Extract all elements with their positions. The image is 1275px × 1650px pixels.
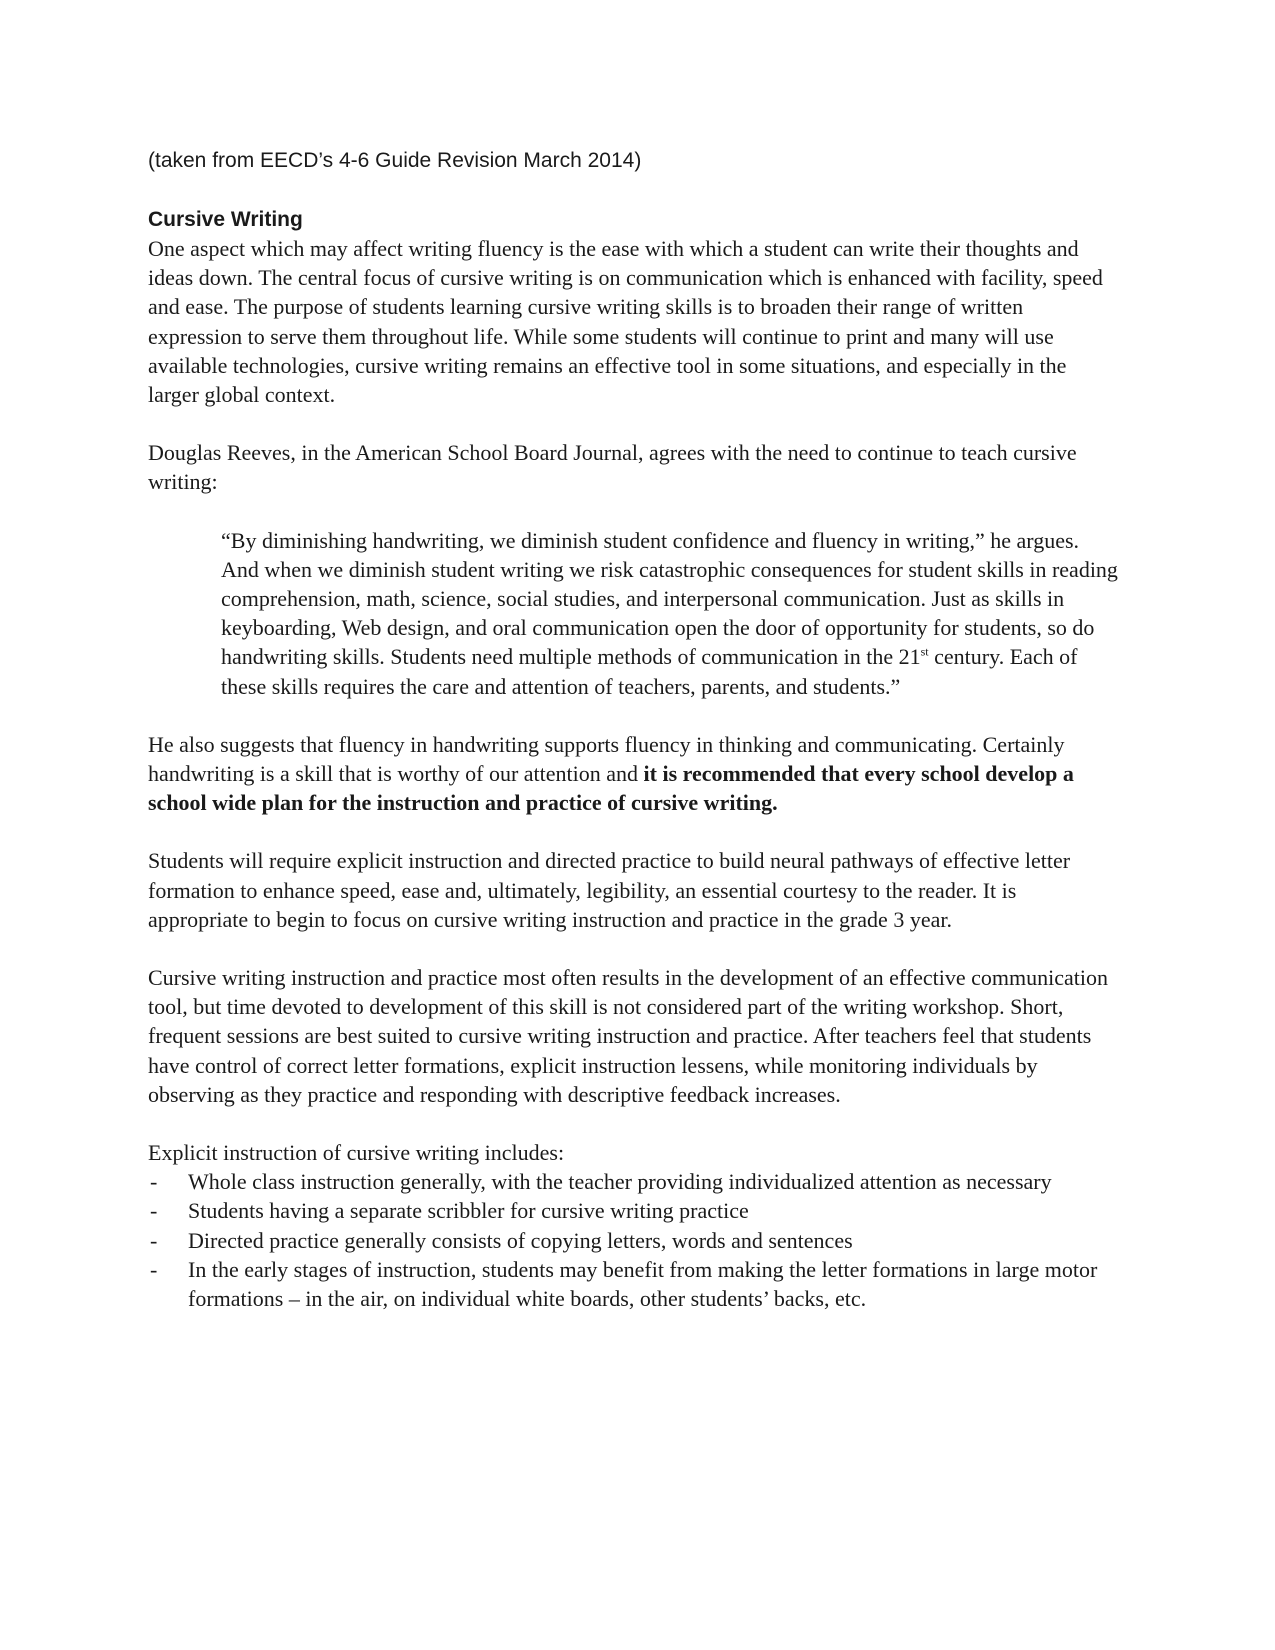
- paragraph-recommendation: [148, 730, 1108, 818]
- quote-superscript: st: [920, 645, 929, 660]
- paragraph-explicit-instruction: Students will require explicit instruction and directed practice to build neural pathways of effective letter formation to enhance speed, ease and, ultimately, legibility, an essential courtesy to the reader. It is appropriate to begin to focus on cursive writing instruction and practice in the grade 3 year.: [148, 848, 1071, 932]
- list-item: [148, 1167, 1108, 1196]
- list-marker: -: [150, 1169, 158, 1195]
- list-item-text: Directed practice generally consists of copying letters, words and sentences: [188, 1227, 853, 1253]
- list-item: [148, 1255, 1108, 1313]
- paragraph-practice: Cursive writing instruction and practice most often results in the development of an effective communication tool, but time devoted to development of this skill is not considered part of the writing workshop. Short, frequent sessions are best suited to cursive writing instruction and practice. After teachers feel that students have control of correct letter formations, explicit instruction lessens, while monitoring individuals by observing as they practice and responding with descriptive feedback increases.: [148, 965, 1108, 1107]
- instruction-list: [148, 1167, 1108, 1313]
- list-marker: -: [150, 1227, 158, 1253]
- list-item: [148, 1226, 1108, 1255]
- paragraph-reeves: Douglas Reeves, in the American School Board Journal, agrees with the need to continue to teach cursive writing:: [148, 440, 1077, 495]
- list-item-text: Students having a separate scribbler for cursive writing practice: [188, 1198, 749, 1224]
- section-heading: Cursive Writing: [148, 208, 303, 231]
- list-marker: -: [150, 1198, 158, 1224]
- quote-text-start: “By diminishing handwriting, we diminish student confidence and fluency in writing,” he argues. And when we diminish student writing we risk catastrophic consequences for student skills in reading comprehension, math, science, social studies, and interpersonal communication. Just as skills in keyboarding, Web design, and oral communication open the door of opportunity for students, so do handwriting skills. Students need multiple methods of communication in the 21: [221, 527, 1118, 670]
- recommendation-text: He also suggests that fluency in handwriting supports fluency in thinking and communicating. Certainly handwriting is a skill that is worthy of our attention and: [148, 731, 1065, 787]
- list-item: [148, 1196, 1108, 1225]
- list-intro: Explicit instruction of cursive writing includes:: [148, 1140, 565, 1166]
- list-marker: -: [150, 1256, 158, 1282]
- reeves-quote: [221, 526, 1121, 701]
- document-page: [148, 146, 1118, 1313]
- recommendation-bold: it is recommended that every school develop a school wide plan for the instruction and practice of cursive writing.: [148, 761, 1074, 816]
- list-item-text: In the early stages of instruction, students may benefit from making the letter formations in large motor formations – in the air, on individual white boards, other students’ backs, etc.: [188, 1256, 1098, 1312]
- list-item-text: Whole class instruction generally, with the teacher providing individualized attention as necessary: [188, 1169, 1052, 1195]
- source-note: (taken from EECD’s 4-6 Guide Revision March 2014): [148, 149, 642, 172]
- quote-text-end: century. Each of these skills requires the care and attention of teachers, parents, and students.”: [221, 644, 1078, 699]
- paragraph-intro: One aspect which may affect writing fluency is the ease with which a student can write their thoughts and ideas down. The central focus of cursive writing is on communication which is enhanced with facility, speed and ease. The purpose of students learning cursive writing skills is to broaden their range of written expression to serve them throughout life. While some students will continue to print and many will use available technologies, cursive writing remains an effective tool in some situations, and especially in the larger global context.: [148, 236, 1103, 408]
